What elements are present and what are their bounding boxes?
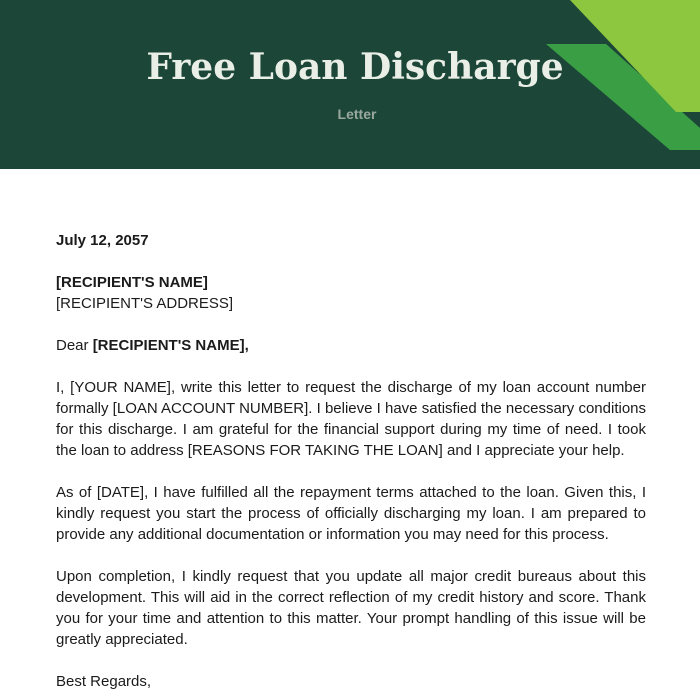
greeting (56, 335, 646, 356)
page-subtitle: Letter (337, 106, 377, 122)
letter-date: July 12, 2057 (56, 232, 149, 249)
recipient-name: [RECIPIENT'S NAME] (56, 274, 208, 291)
paragraph-3: Upon completion, I kindly request that you update all major credit bureaus about this development. This will aid in the correct reflection of my credit history and score. Thank you for your time and attention to this matter. Your prompt handling of this issue will be greatly appreciated. (56, 568, 646, 648)
paragraph-1: I, [YOUR NAME], write this letter to request the discharge of my loan account number formally [LOAN ACCOUNT NUMBER]. I believe I have satisfied the necessary conditions for this discharge. I am grateful for the financial support during my time of need. I took the loan to address [REASONS FOR TAKING THE LOAN] and I appreciate your help. (56, 379, 646, 459)
letter-header (0, 0, 700, 169)
paragraph-2: As of [DATE], I have fulfilled all the repayment terms attached to the loan. Given this, I kindly request you start the process of officially discharging my loan. I am prepared to provide any additional documentation or information you may need for this process. (56, 484, 646, 543)
letter-closing: Best Regards, (56, 673, 152, 690)
greeting-prefix: Dear (56, 337, 93, 354)
recipient-address: [RECIPIENT'S ADDRESS] (56, 295, 234, 312)
greeting-recipient-name: [RECIPIENT'S NAME], (92, 337, 249, 354)
letter-body (56, 230, 646, 692)
page-title: Free Loan Discharge (146, 46, 564, 88)
